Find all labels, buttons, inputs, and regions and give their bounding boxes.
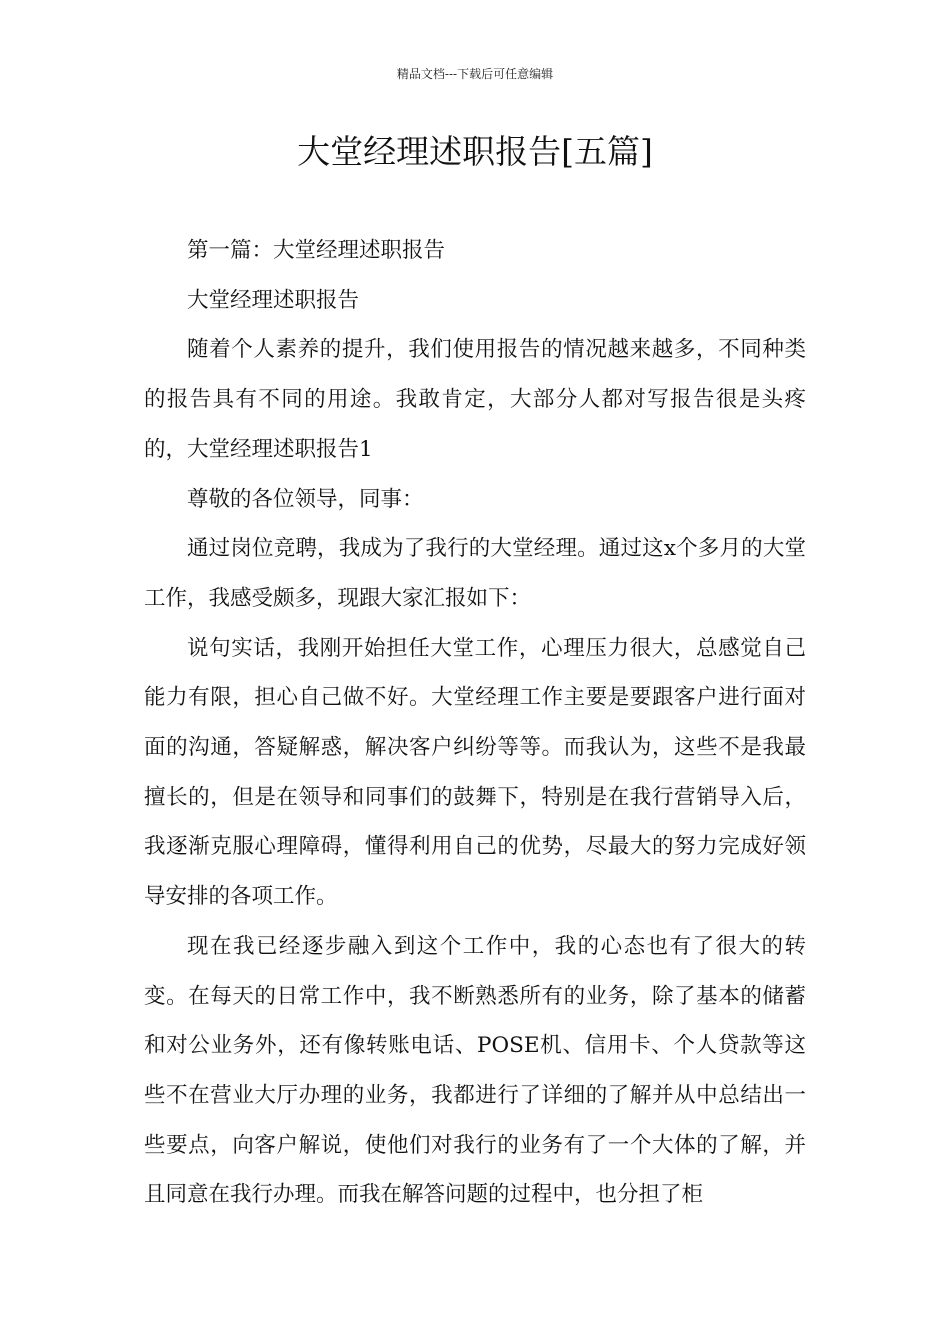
document-body [144,226,806,1220]
document-title: 大堂经理述职报告[五篇] [297,132,653,171]
body-paragraph: 随着个人素养的提升，我们使用报告的情况越来越多，不同种类的报告具有不同的用途。我敢肯定，大部分人都对写报告很是头疼的，大堂经理述职报告1 [144,337,806,462]
body-paragraph: 现在我已经逐步融入到这个工作中，我的心态也有了很大的转变。在每天的日常工作中，我不断熟悉所有的业务，除了基本的储蓄和对公业务外，还有像转账电话、POSE机、信用卡、个人贷款等这些不在营业大厅办理的业务，我都进行了详细的了解并从中总结出一些要点，向客户解说，使他们对我行的业务有了一个大体的了解，并且同意在我行办理。而我在解答问题的过程中，也分担了柜 [144,933,806,1208]
report-title-line: 大堂经理述职报告 [187,287,360,313]
page-header-banner: 精品文档---下载后可任意编辑 [396,67,554,81]
salutation: 尊敬的各位领导，同事： [187,486,424,512]
section-heading: 第一篇：大堂经理述职报告 [187,238,446,263]
body-paragraph: 通过岗位竞聘，我成为了我行的大堂经理。通过这x个多月的大堂工作，我感受颇多，现跟大家汇报如下： [144,536,806,611]
body-paragraph: 说句实话，我刚开始担任大堂工作，心理压力很大，总感觉自己能力有限，担心自己做不好。大堂经理工作主要是要跟客户进行面对面的沟通，答疑解惑，解决客户纠纷等等。而我认为，这些不是我最擅长的，但是在领导和同事们的鼓舞下，特别是在我行营销导入后，我逐渐克服心理障碍，懂得利用自己的优势，尽最大的努力完成好领导安排的各项工作。 [144,635,806,910]
